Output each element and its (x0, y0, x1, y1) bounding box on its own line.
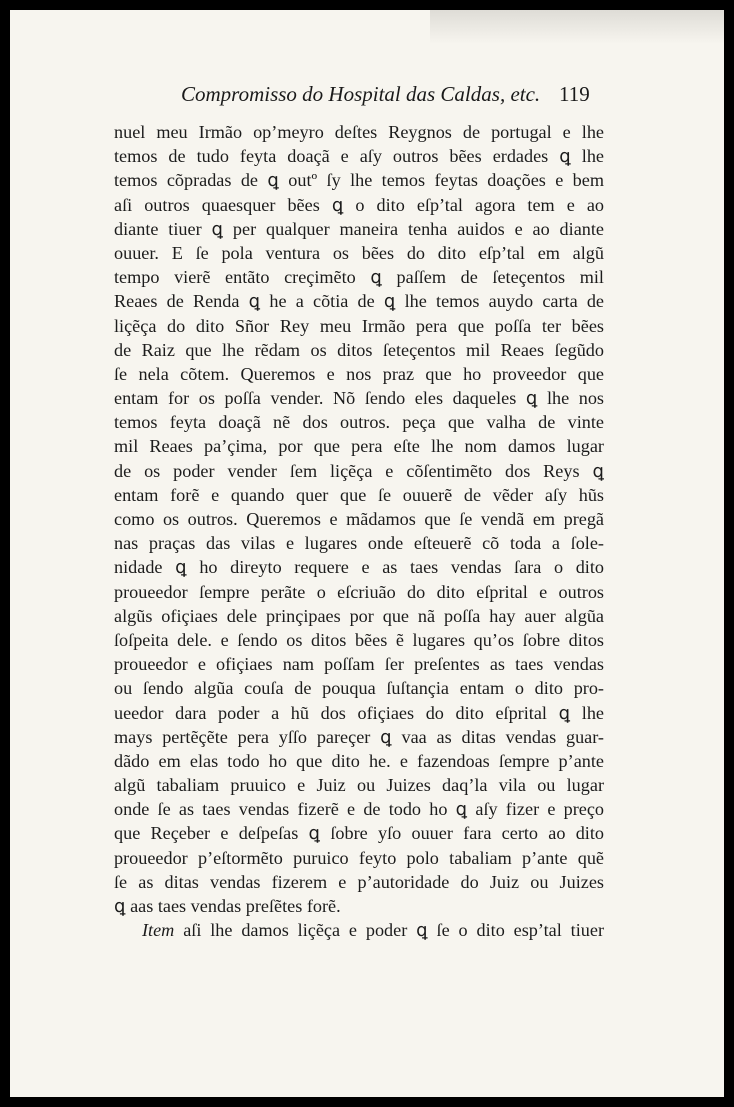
text-line: algũs ofiçiaes dele prinçipaes por que nã poſſa hay auer algũa (114, 605, 604, 626)
page-header (10, 72, 724, 112)
text-line: de Raiz que lhe rẽdam os ditos ſeteçentos mil Reaes ſegũdo (114, 339, 604, 360)
text-line: liçẽça do dito Sñor Rey meu Irmão pera que poſſa ter bẽes (114, 315, 604, 336)
text-line: aſi outros quaesquer bẽes ꝗ o dito eſp’tal agora tem e ao (114, 194, 604, 215)
text-line: entam forẽ e quando quer que ſe ouuerẽ de vẽder aſy hũs (114, 484, 604, 505)
text-line: ſe nela cõtem. Queremos e nos praz que ho proveedor que (114, 363, 604, 384)
text-line: mays pertẽçẽte pera yſſo pareçer ꝗ vaa as ditas vendas guar- (114, 726, 604, 747)
text-line: dãdo em elas todo ho que dito he. e fazendoas ſempre p’ante (114, 750, 604, 771)
text-line: como os outros. Queremos e mãdamos que ſe vendã em pregã (114, 509, 604, 529)
book-page (10, 10, 724, 1097)
text-line: nidade ꝗ ho direyto requere e as taes vendas ſara o dito (114, 557, 604, 578)
page-number: 119 (559, 82, 590, 106)
item-paragraph-line (114, 918, 604, 942)
text-line: algũ tabaliam pruuico e Juiz ou Juizes daq’la vila ou lugar (114, 775, 604, 796)
text-line: tempo vierẽ entãto creçimẽto ꝗ paſſem de ſeteçentos mil (114, 267, 604, 288)
text-line: proueedor ſempre perãte o eſcriuão do dito eſprital e outros (114, 581, 604, 602)
text-line: Reaes de Renda ꝗ he a cõtia de ꝗ lhe temos auydo carta de (114, 291, 604, 312)
text-line: que Reçeber e deſpeſas ꝗ ſobre yſo ouuer fara certo ao dito (114, 823, 604, 844)
text-line: proueedor p’eſtormẽto puruico feyto polo tabaliam p’ante quẽ (114, 847, 604, 868)
text-line: ou ſendo algũa couſa de pouqua ſuſtançia entam o dito pro- (114, 678, 604, 699)
text-line: temos de tudo feyta doaçã e aſy outros bẽes erdades ꝗ lhe (114, 146, 604, 167)
item-line-text: aſi lhe damos liçẽça e poder ꝗ ſe o dito esp’tal tiuer (183, 920, 604, 941)
text-line: ꝗ aas taes vendas preſẽtes forẽ. (114, 896, 341, 916)
text-line: mil Reaes pa’çima, por que pera eſte lhe nom damos lugar (114, 436, 604, 457)
text-line: ſe as ditas vendas fizerem e p’autoridade do Juiz ou Juizes (114, 871, 604, 892)
body-text (114, 120, 604, 942)
text-line: diante tiuer ꝗ per qualquer maneira tenha auidos e ao diante (114, 218, 604, 239)
text-line: ſoſpeita dele. e ſendo os ditos bẽes ẽ lugares qu’os ſobre ditos (114, 629, 604, 650)
item-word: Item (142, 920, 175, 941)
text-line: temos feyta doaçã nẽ dos outros. peça que valha de vinte (114, 412, 604, 433)
text-line: proueedor e ofiçiaes nam poſſam ſer preſentes as taes vendas (114, 654, 604, 675)
text-line: ouuer. E ſe pola ventura os bẽes do dito eſp’tal em algũ (114, 242, 604, 263)
text-line: nuel meu Irmão op’meyro deſtes Reygnos de portugal e lhe (114, 122, 604, 142)
text-line: onde ſe as taes vendas fizerẽ e de todo ho ꝗ aſy fizer e preço (114, 799, 604, 820)
text-line: ueedor dara poder a hũ dos ofiçiaes do dito eſprital ꝗ lhe (114, 702, 604, 723)
text-line: de os poder vender ſem liçẽça e cõſentimẽto dos Reys ꝗ (114, 460, 604, 481)
running-title: Compromisso do Hospital das Caldas, etc. (181, 82, 541, 106)
text-line: entam for os poſſa vender. Nõ ſendo eles daqueles ꝗ lhe nos (114, 388, 604, 409)
text-line: temos cõpradas de ꝗ outº ſy lhe temos feytas doações e bem (114, 170, 604, 191)
text-line: nas praças das vilas e lugares onde eſteuerẽ cõ toda a ſole- (114, 533, 604, 554)
